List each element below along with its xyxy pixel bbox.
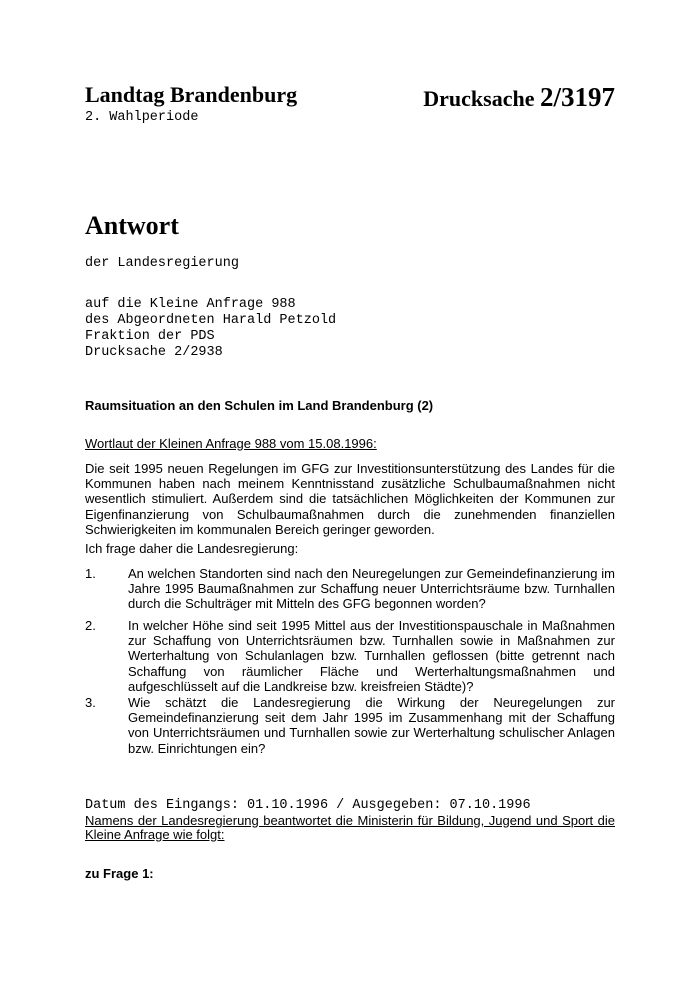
answer-heading: zu Frage 1: bbox=[85, 866, 154, 881]
reference-block bbox=[85, 297, 336, 361]
reference-line: auf die Kleine Anfrage 988 bbox=[85, 297, 296, 312]
reference-line: Drucksache 2/2938 bbox=[85, 345, 223, 360]
ask-line: Ich frage daher die Landesregierung: bbox=[85, 541, 299, 556]
question-text: Wie schätzt die Landesregierung die Wirkung der Neuregelungen zur Gemeindefinanzierung seit dem Jahr 1995 im Zusammenhang mit der Schaffung von Unterrichtsräumen und Turnhallen sowie zur Werterhaltung schulischer Anlagen bzw. Einrichtungen ein? bbox=[128, 695, 615, 756]
document-number bbox=[423, 82, 615, 113]
question-number: 2. bbox=[85, 618, 96, 633]
question-item bbox=[85, 695, 615, 756]
parliament-name: Landtag Brandenburg bbox=[85, 82, 298, 107]
reference-line: des Abgeordneten Harald Petzold bbox=[85, 313, 337, 328]
question-number: 1. bbox=[85, 566, 96, 581]
question-text: An welchen Standorten sind nach den Neuregelungen zur Gemeindefinanzierung im Jahre 1995 Baumaßnahmen zur Schaffung neuer Unterrichtsräume bzw. Turnhallen durch die Schulträger mit Mitteln des GFG begonnen worden? bbox=[128, 566, 615, 612]
reference-line: Fraktion der PDS bbox=[85, 329, 215, 344]
intro-paragraph: Die seit 1995 neuen Regelungen im GFG zur Investitionsunterstützung des Landes für die Kommunen haben nach meinem Kenntnisstand zusätzliche Schulbaumaßnahmen nicht wesentlich stimuliert. Außerdem sind die tatsächlichen Möglichkeiten der Kommunen zur Eigenfinanzierung von Schulbaumaßnahmen durch die zunehmenden finanziellen Schwierigkeiten im kommunalen Bereich geringer geworden. bbox=[85, 461, 615, 537]
legislative-period: 2. Wahlperiode bbox=[85, 110, 199, 125]
subject-heading: Raumsituation an den Schulen im Land Brandenburg (2) bbox=[85, 398, 434, 413]
question-item bbox=[85, 618, 615, 694]
document-number-value: 2/3197 bbox=[539, 82, 615, 112]
document-label: Drucksache bbox=[423, 86, 535, 111]
answer-intro: Namens der Landesregierung beantwortet die Ministerin für Bildung, Jugend und Sport die Kleine Anfrage wie folgt: bbox=[85, 813, 615, 842]
question-text: In welcher Höhe sind seit 1995 Mittel aus der Investitionspauschale in Maßnahmen zur Schaffung von Unterrichtsräumen bzw. Turnhallen sowie in Maßnahmen zur Werterhaltung von Schulanlagen bzw. Turnhallen geflossen (bitte getrennt nach Schaffung von räumlicher Fläche und Werterhaltungsmaßnahmen und aufgeschlüsselt auf die Landkreise bzw. kreisfreien Städte)? bbox=[128, 618, 615, 694]
question-number: 3. bbox=[85, 695, 96, 710]
wording-heading: Wortlaut der Kleinen Anfrage 988 vom 15.08.1996: bbox=[85, 436, 377, 451]
question-item bbox=[85, 566, 615, 612]
date-line: Datum des Eingangs: 01.10.1996 / Ausgegeben: 07.10.1996 bbox=[85, 798, 531, 813]
document-title: Antwort bbox=[85, 211, 179, 240]
document-subtitle: der Landesregierung bbox=[85, 256, 239, 271]
